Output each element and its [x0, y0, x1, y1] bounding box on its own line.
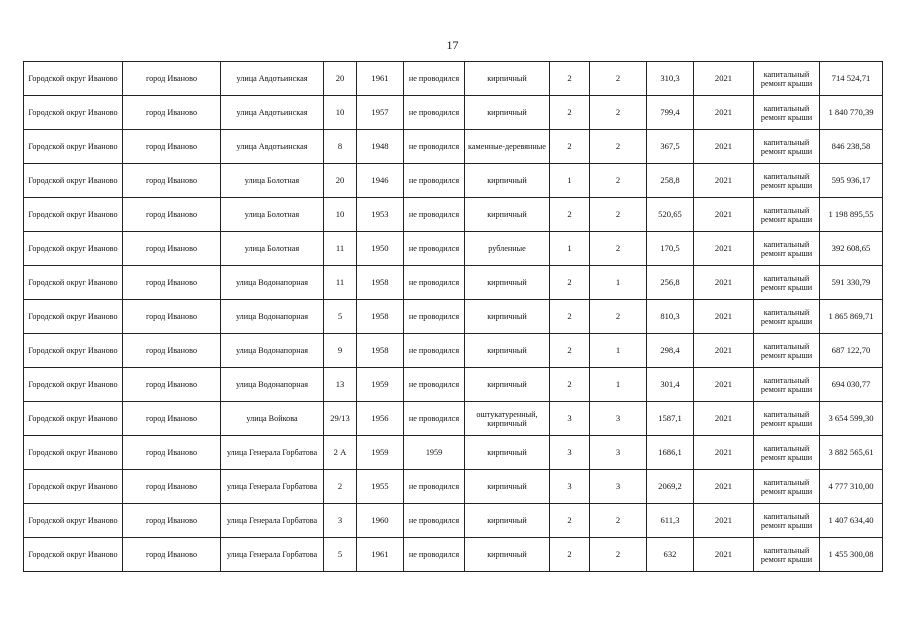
entrances-cell: 1	[590, 334, 647, 368]
municipality-cell: Городской округ Иваново	[24, 300, 123, 334]
floors-cell: 1	[550, 232, 590, 266]
municipality-cell: Городской округ Иваново	[24, 470, 123, 504]
wall-material-cell: кирпичный	[465, 62, 550, 96]
last-repair-cell: не проводился	[404, 164, 465, 198]
last-repair-cell: 1959	[404, 436, 465, 470]
floors-cell: 3	[550, 470, 590, 504]
cost-cell: 1 455 300,08	[820, 538, 883, 572]
last-repair-cell: не проводился	[404, 334, 465, 368]
floors-cell: 2	[550, 96, 590, 130]
house-number-cell: 5	[324, 300, 357, 334]
housing-repair-table	[23, 61, 883, 572]
wall-material-cell: кирпичный	[465, 436, 550, 470]
cost-cell: 1 198 895,55	[820, 198, 883, 232]
entrances-cell: 2	[590, 232, 647, 266]
wall-material-cell: кирпичный	[465, 334, 550, 368]
table-row	[24, 504, 883, 538]
floors-cell: 2	[550, 368, 590, 402]
floors-cell: 2	[550, 538, 590, 572]
last-repair-cell: не проводился	[404, 504, 465, 538]
last-repair-cell: не проводился	[404, 96, 465, 130]
house-number-cell: 8	[324, 130, 357, 164]
cost-cell: 1 407 634,40	[820, 504, 883, 538]
house-number-cell: 20	[324, 62, 357, 96]
area-cell: 1686,1	[647, 436, 694, 470]
year-built-cell: 1959	[357, 368, 404, 402]
entrances-cell: 2	[590, 504, 647, 538]
last-repair-cell: не проводился	[404, 538, 465, 572]
floors-cell: 2	[550, 334, 590, 368]
settlement-cell: город Иваново	[123, 538, 221, 572]
municipality-cell: Городской округ Иваново	[24, 402, 123, 436]
table-row	[24, 198, 883, 232]
last-repair-cell: не проводился	[404, 62, 465, 96]
work-type-cell: капитальный ремонт крыши	[754, 198, 820, 232]
year-built-cell: 1955	[357, 470, 404, 504]
cost-cell: 3 882 565,61	[820, 436, 883, 470]
table-row	[24, 164, 883, 198]
settlement-cell: город Иваново	[123, 96, 221, 130]
wall-material-cell: кирпичный	[465, 96, 550, 130]
entrances-cell: 2	[590, 62, 647, 96]
cost-cell: 4 777 310,00	[820, 470, 883, 504]
work-type-cell: капитальный ремонт крыши	[754, 130, 820, 164]
house-number-cell: 11	[324, 232, 357, 266]
wall-material-cell: кирпичный	[465, 300, 550, 334]
area-cell: 632	[647, 538, 694, 572]
plan-year-cell: 2021	[694, 300, 754, 334]
table-row	[24, 96, 883, 130]
municipality-cell: Городской округ Иваново	[24, 368, 123, 402]
cost-cell: 846 238,58	[820, 130, 883, 164]
street-cell: улица Болотная	[221, 164, 324, 198]
settlement-cell: город Иваново	[123, 266, 221, 300]
plan-year-cell: 2021	[694, 198, 754, 232]
house-number-cell: 2	[324, 470, 357, 504]
settlement-cell: город Иваново	[123, 130, 221, 164]
house-number-cell: 10	[324, 96, 357, 130]
area-cell: 310,3	[647, 62, 694, 96]
plan-year-cell: 2021	[694, 368, 754, 402]
page-number: 17	[446, 38, 459, 52]
plan-year-cell: 2021	[694, 96, 754, 130]
wall-material-cell: кирпичный	[465, 504, 550, 538]
year-built-cell: 1958	[357, 266, 404, 300]
cost-cell: 392 608,65	[820, 232, 883, 266]
floors-cell: 2	[550, 62, 590, 96]
cost-cell: 1 840 770,39	[820, 96, 883, 130]
floors-cell: 2	[550, 266, 590, 300]
plan-year-cell: 2021	[694, 62, 754, 96]
work-type-cell: капитальный ремонт крыши	[754, 402, 820, 436]
street-cell: улица Водонапорная	[221, 334, 324, 368]
table-row	[24, 62, 883, 96]
last-repair-cell: не проводился	[404, 266, 465, 300]
last-repair-cell: не проводился	[404, 232, 465, 266]
house-number-cell: 2 А	[324, 436, 357, 470]
year-built-cell: 1961	[357, 538, 404, 572]
house-number-cell: 3	[324, 504, 357, 538]
wall-material-cell: кирпичный	[465, 470, 550, 504]
entrances-cell: 1	[590, 266, 647, 300]
plan-year-cell: 2021	[694, 130, 754, 164]
plan-year-cell: 2021	[694, 538, 754, 572]
area-cell: 170,5	[647, 232, 694, 266]
year-built-cell: 1946	[357, 164, 404, 198]
settlement-cell: город Иваново	[123, 368, 221, 402]
settlement-cell: город Иваново	[123, 198, 221, 232]
area-cell: 301,4	[647, 368, 694, 402]
municipality-cell: Городской округ Иваново	[24, 538, 123, 572]
plan-year-cell: 2021	[694, 164, 754, 198]
area-cell: 799,4	[647, 96, 694, 130]
entrances-cell: 2	[590, 198, 647, 232]
street-cell: улица Болотная	[221, 232, 324, 266]
municipality-cell: Городской округ Иваново	[24, 130, 123, 164]
area-cell: 611,3	[647, 504, 694, 538]
last-repair-cell: не проводился	[404, 402, 465, 436]
work-type-cell: капитальный ремонт крыши	[754, 538, 820, 572]
work-type-cell: капитальный ремонт крыши	[754, 368, 820, 402]
area-cell: 2069,2	[647, 470, 694, 504]
floors-cell: 2	[550, 504, 590, 538]
municipality-cell: Городской округ Иваново	[24, 164, 123, 198]
entrances-cell: 2	[590, 300, 647, 334]
work-type-cell: капитальный ремонт крыши	[754, 232, 820, 266]
settlement-cell: город Иваново	[123, 300, 221, 334]
house-number-cell: 20	[324, 164, 357, 198]
work-type-cell: капитальный ремонт крыши	[754, 300, 820, 334]
house-number-cell: 29/13	[324, 402, 357, 436]
plan-year-cell: 2021	[694, 504, 754, 538]
year-built-cell: 1953	[357, 198, 404, 232]
plan-year-cell: 2021	[694, 232, 754, 266]
municipality-cell: Городской округ Иваново	[24, 334, 123, 368]
area-cell: 298,4	[647, 334, 694, 368]
settlement-cell: город Иваново	[123, 334, 221, 368]
floors-cell: 2	[550, 130, 590, 164]
wall-material-cell: кирпичный	[465, 538, 550, 572]
table-row	[24, 334, 883, 368]
area-cell: 810,3	[647, 300, 694, 334]
work-type-cell: капитальный ремонт крыши	[754, 470, 820, 504]
cost-cell: 595 936,17	[820, 164, 883, 198]
street-cell: улица Водонапорная	[221, 266, 324, 300]
plan-year-cell: 2021	[694, 266, 754, 300]
work-type-cell: капитальный ремонт крыши	[754, 164, 820, 198]
municipality-cell: Городской округ Иваново	[24, 436, 123, 470]
street-cell: улица Водонапорная	[221, 368, 324, 402]
table-row	[24, 402, 883, 436]
municipality-cell: Городской округ Иваново	[24, 232, 123, 266]
municipality-cell: Городской округ Иваново	[24, 62, 123, 96]
cost-cell: 687 122,70	[820, 334, 883, 368]
floors-cell: 3	[550, 402, 590, 436]
table-row	[24, 368, 883, 402]
street-cell: улица Авдотьинская	[221, 96, 324, 130]
municipality-cell: Городской округ Иваново	[24, 96, 123, 130]
table-row	[24, 300, 883, 334]
work-type-cell: капитальный ремонт крыши	[754, 62, 820, 96]
table-row	[24, 266, 883, 300]
table-row	[24, 538, 883, 572]
wall-material-cell: оштукатуренный, кирпичный	[465, 402, 550, 436]
settlement-cell: город Иваново	[123, 62, 221, 96]
house-number-cell: 11	[324, 266, 357, 300]
year-built-cell: 1960	[357, 504, 404, 538]
entrances-cell: 2	[590, 164, 647, 198]
area-cell: 367,5	[647, 130, 694, 164]
street-cell: улица Генерала Горбатова	[221, 436, 324, 470]
house-number-cell: 5	[324, 538, 357, 572]
street-cell: улица Войкова	[221, 402, 324, 436]
last-repair-cell: не проводился	[404, 198, 465, 232]
municipality-cell: Городской округ Иваново	[24, 266, 123, 300]
area-cell: 258,8	[647, 164, 694, 198]
table-row	[24, 470, 883, 504]
year-built-cell: 1950	[357, 232, 404, 266]
plan-year-cell: 2021	[694, 402, 754, 436]
entrances-cell: 1	[590, 368, 647, 402]
municipality-cell: Городской округ Иваново	[24, 198, 123, 232]
last-repair-cell: не проводился	[404, 470, 465, 504]
work-type-cell: капитальный ремонт крыши	[754, 266, 820, 300]
entrances-cell: 3	[590, 470, 647, 504]
work-type-cell: капитальный ремонт крыши	[754, 334, 820, 368]
street-cell: улица Авдотьинская	[221, 62, 324, 96]
cost-cell: 1 865 869,71	[820, 300, 883, 334]
entrances-cell: 3	[590, 436, 647, 470]
floors-cell: 2	[550, 198, 590, 232]
wall-material-cell: рубленные	[465, 232, 550, 266]
year-built-cell: 1958	[357, 334, 404, 368]
work-type-cell: капитальный ремонт крыши	[754, 436, 820, 470]
settlement-cell: город Иваново	[123, 164, 221, 198]
entrances-cell: 2	[590, 130, 647, 164]
cost-cell: 3 654 599,30	[820, 402, 883, 436]
street-cell: улица Генерала Горбатова	[221, 504, 324, 538]
year-built-cell: 1956	[357, 402, 404, 436]
wall-material-cell: кирпичный	[465, 198, 550, 232]
cost-cell: 694 030,77	[820, 368, 883, 402]
last-repair-cell: не проводился	[404, 368, 465, 402]
area-cell: 1587,1	[647, 402, 694, 436]
wall-material-cell: кирпичный	[465, 266, 550, 300]
floors-cell: 2	[550, 300, 590, 334]
municipality-cell: Городской округ Иваново	[24, 504, 123, 538]
settlement-cell: город Иваново	[123, 436, 221, 470]
work-type-cell: капитальный ремонт крыши	[754, 504, 820, 538]
cost-cell: 714 524,71	[820, 62, 883, 96]
year-built-cell: 1961	[357, 62, 404, 96]
plan-year-cell: 2021	[694, 436, 754, 470]
work-type-cell: капитальный ремонт крыши	[754, 96, 820, 130]
house-number-cell: 13	[324, 368, 357, 402]
street-cell: улица Авдотьинская	[221, 130, 324, 164]
street-cell: улица Генерала Горбатова	[221, 470, 324, 504]
entrances-cell: 2	[590, 96, 647, 130]
wall-material-cell: кирпичный	[465, 368, 550, 402]
plan-year-cell: 2021	[694, 470, 754, 504]
settlement-cell: город Иваново	[123, 402, 221, 436]
plan-year-cell: 2021	[694, 334, 754, 368]
last-repair-cell: не проводился	[404, 130, 465, 164]
cost-cell: 591 330,79	[820, 266, 883, 300]
house-number-cell: 10	[324, 198, 357, 232]
entrances-cell: 2	[590, 538, 647, 572]
floors-cell: 1	[550, 164, 590, 198]
year-built-cell: 1948	[357, 130, 404, 164]
table-row	[24, 130, 883, 164]
house-number-cell: 9	[324, 334, 357, 368]
settlement-cell: город Иваново	[123, 232, 221, 266]
settlement-cell: город Иваново	[123, 504, 221, 538]
table-row	[24, 232, 883, 266]
wall-material-cell: каменные-деревянные	[465, 130, 550, 164]
year-built-cell: 1957	[357, 96, 404, 130]
street-cell: улица Болотная	[221, 198, 324, 232]
entrances-cell: 3	[590, 402, 647, 436]
street-cell: улица Генерала Горбатова	[221, 538, 324, 572]
year-built-cell: 1959	[357, 436, 404, 470]
last-repair-cell: не проводился	[404, 300, 465, 334]
table-row	[24, 436, 883, 470]
area-cell: 520,65	[647, 198, 694, 232]
area-cell: 256,8	[647, 266, 694, 300]
floors-cell: 3	[550, 436, 590, 470]
settlement-cell: город Иваново	[123, 470, 221, 504]
street-cell: улица Водонапорная	[221, 300, 324, 334]
year-built-cell: 1958	[357, 300, 404, 334]
wall-material-cell: кирпичный	[465, 164, 550, 198]
